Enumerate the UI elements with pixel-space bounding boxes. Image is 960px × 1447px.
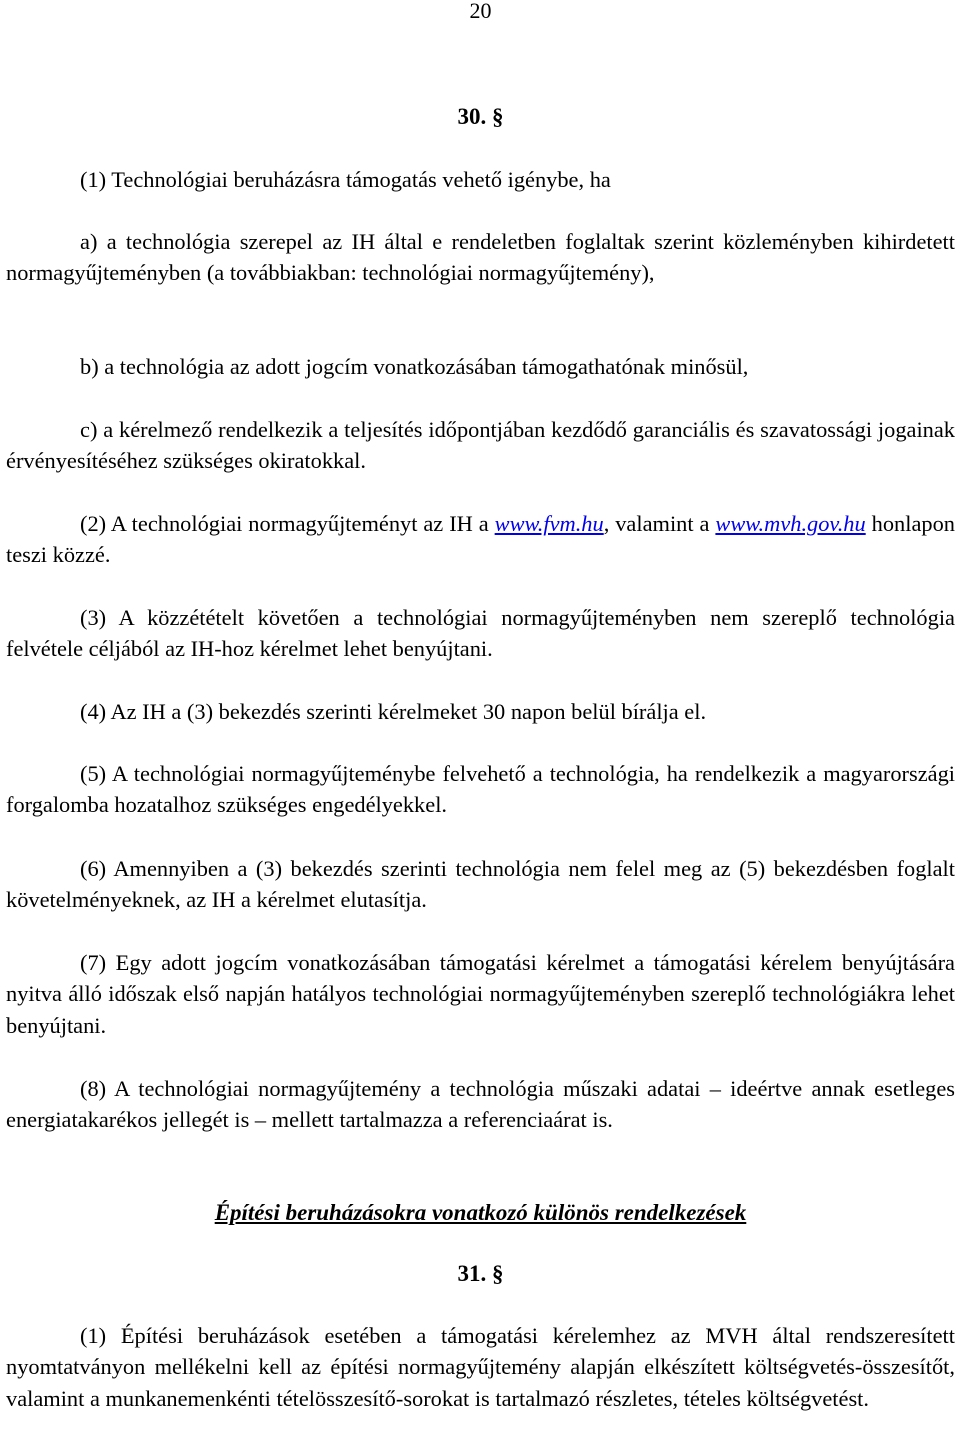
construction-investments-subtitle: Építési beruházásokra vonatkozó különös rendelkezések <box>214 1200 747 1225</box>
section-31-paragraph-1: (1) Építési beruházások esetében a támogatási kérelemhez az MVH által rendszeresített nyomtatványon mellékelni kell az építési normagyűjtemény alapján elkészített költségvetés-összesítőt, valamint a munkanemenkénti tételösszesítő-sorokat is tartalmazó részletes, tételes költségvetést. <box>6 1323 955 1411</box>
section-30-heading: 30. § <box>457 104 504 129</box>
paragraph-2-text-start: (2) A technológiai normagyűjteményt az IH a <box>80 511 495 536</box>
page-number: 20 <box>469 0 492 23</box>
section-30-paragraph-1: (1) Technológiai beruházásra támogatás vehető igénybe, ha <box>80 167 611 192</box>
mvh-website-link[interactable]: www.mvh.gov.hu <box>715 511 866 536</box>
section-30-paragraph-3: (3) A közzétételt követően a technológiai normagyűjteményben nem szereplő technológia felvétele céljából az IH-hoz kérelmet lehet benyújtani. <box>6 605 955 662</box>
section-30-paragraph-4: (4) Az IH a (3) bekezdés szerinti kérelmeket 30 napon belül bírálja el. <box>80 699 707 724</box>
section-30-paragraph-2 <box>6 508 955 571</box>
paragraph-2-text-end: honlapon teszi közzé. <box>6 511 955 568</box>
section-30-paragraph-5: (5) A technológiai normagyűjteménybe felvehető a technológia, ha rendelkezik a magyarországi forgalomba hozatalhoz szükséges engedélyekkel. <box>6 761 955 818</box>
section-30-paragraph-6: (6) Amennyiben a (3) bekezdés szerinti technológia nem felel meg az (5) bekezdésben foglalt követelményeknek, az IH a kérelmet elutasítja. <box>6 856 955 913</box>
section-31-heading: 31. § <box>457 1261 504 1286</box>
fvm-website-link[interactable]: www.fvm.hu <box>494 511 604 536</box>
section-30-point-c: c) a kérelmező rendelkezik a teljesítés időpontjában kezdődő garanciális és szavatossági jogainak érvényesítéséhez szükséges okiratokkal. <box>6 417 955 474</box>
section-30-paragraph-7: (7) Egy adott jogcím vonatkozásában támogatási kérelmet a támogatási kérelem benyújtására nyitva álló időszak első napján hatályos technológiai normagyűjteményben szereplő technológiákra lehet benyújtani. <box>6 950 955 1038</box>
section-30-paragraph-8: (8) A technológiai normagyűjtemény a technológia műszaki adatai – ideértve annak esetleges energiatakarékos jellegét is – mellett tartalmazza a referenciaárat is. <box>6 1076 955 1133</box>
section-30-point-a: a) a technológia szerepel az IH által e rendeletben foglaltak szerint közleményben kihirdetett normagyűjteményben (a továbbiakban: technológiai normagyűjtemény), <box>6 229 955 286</box>
paragraph-2-text-middle: , valamint a <box>603 511 716 536</box>
section-30-point-b: b) a technológia az adott jogcím vonatkozásában támogathatónak minősül, <box>80 354 749 379</box>
